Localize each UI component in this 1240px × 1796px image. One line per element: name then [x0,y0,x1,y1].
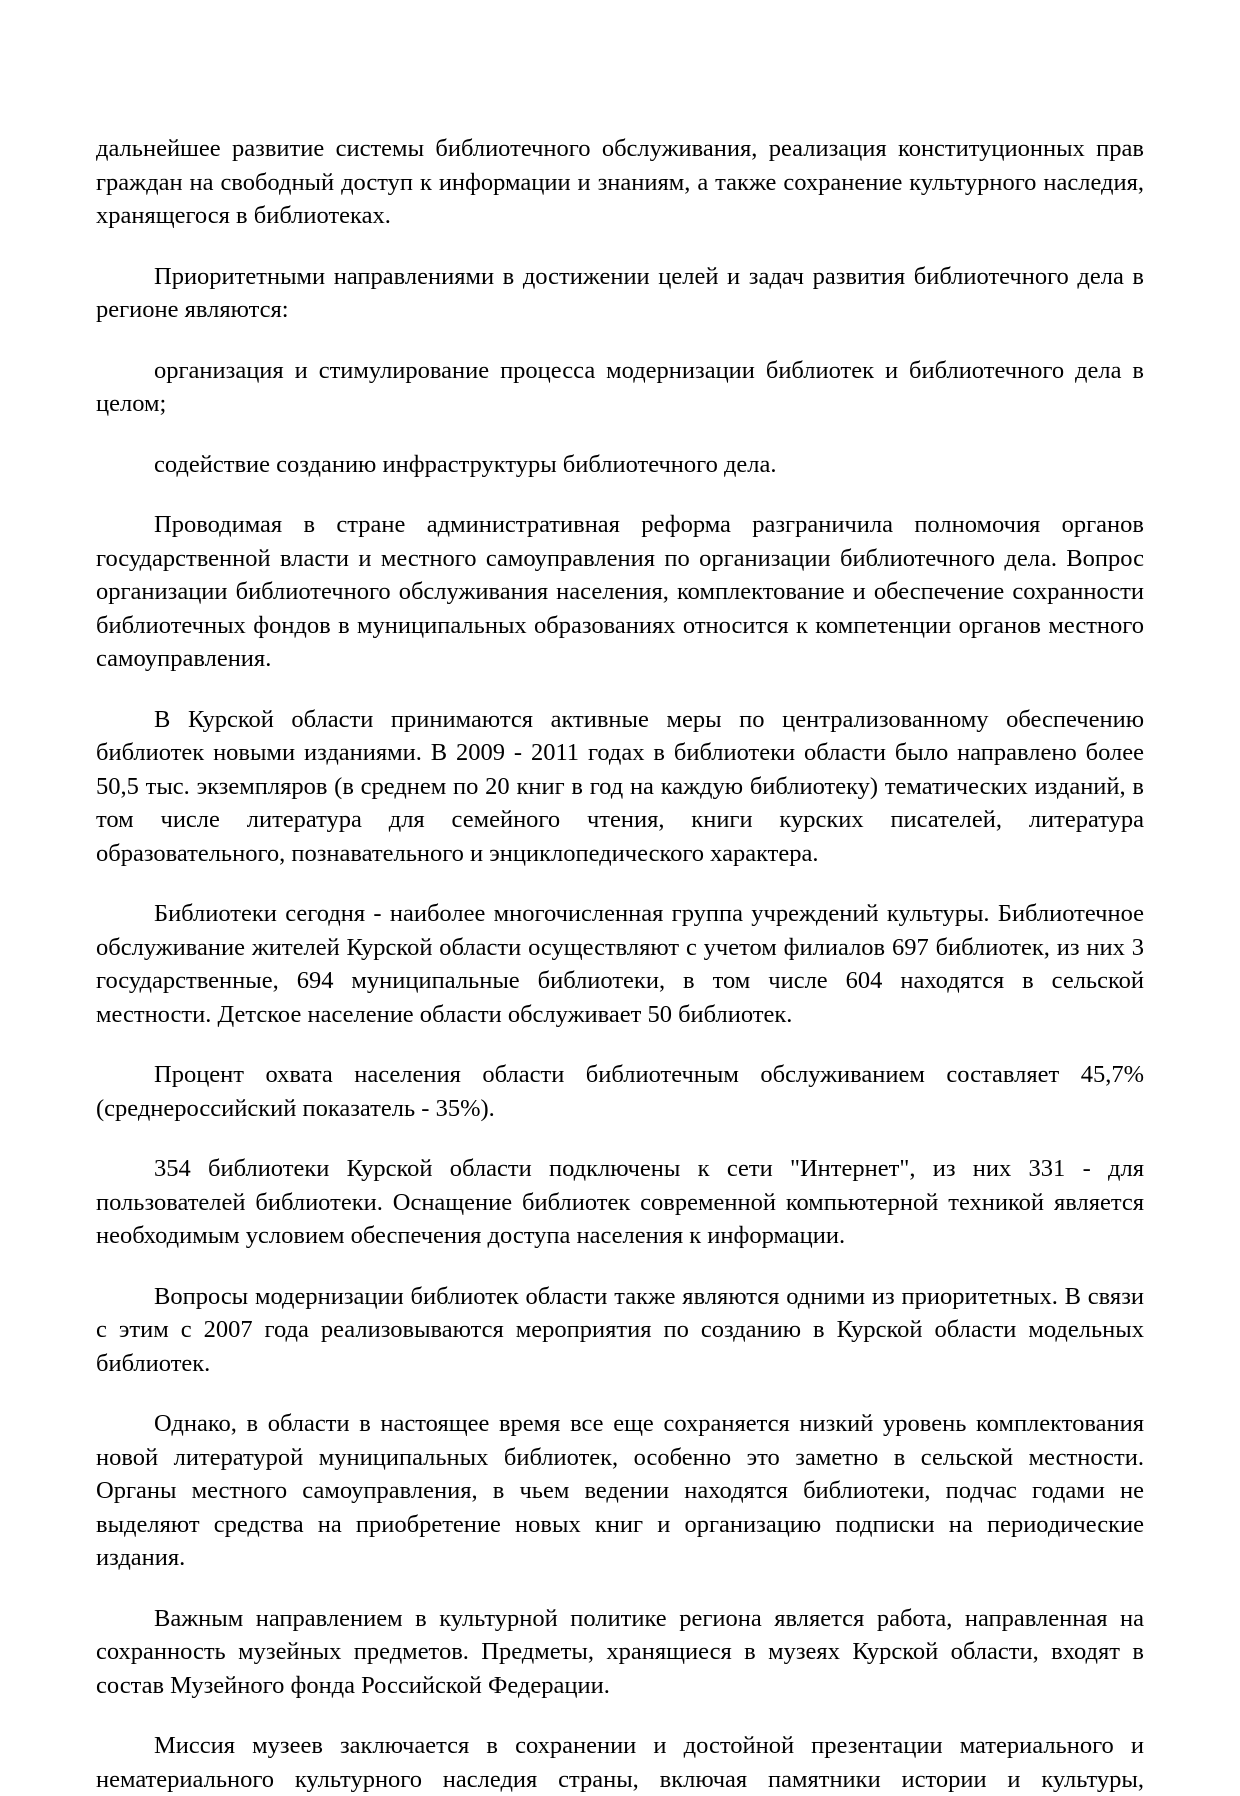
paragraph-8: Процент охвата населения области библиотечным обслуживанием составляет 45,7% (среднероссийский показатель - 35%). [96,1061,1144,1122]
document-text-body [96,132,1144,1796]
paragraph-3: организация и стимулирование процесса модернизации библиотек и библиотечного дела в целом; [96,356,1144,417]
paragraph-12: Важным направлением в культурной политике региона является работа, направленная на сохранность музейных предметов. Предметы, хранящиеся в музеях Курской области, входят в состав Музейного фонда Российской Федерации. [96,1604,1144,1699]
paragraph-6: В Курской области принимаются активные меры по централизованному обеспечению библиотек новыми изданиями. В 2009 - 2011 годах в библиотеки области было направлено более 50,5 тыс. экземпляров (в среднем по 20 книг в год на каждую библиотеку) тематических изданий, в том числе литература для семейного чтения, книги курских писателей, литература образовательного, познавательного и энциклопедического характера. [96,705,1144,867]
paragraph-5: Проводимая в стране административная реформа разграничила полномочия органов государственной власти и местного самоуправления по организации библиотечного дела. Вопрос организации библиотечного обслуживания населения, комплектование и обеспечение сохранности библиотечных фондов в муниципальных образованиях относится к компетенции органов местного самоуправления. [96,511,1144,672]
paragraph-2: Приоритетными направлениями в достижении целей и задач развития библиотечного дела в регионе являются: [96,262,1144,323]
paragraph-1: дальнейшее развитие системы библиотечного обслуживания, реализация конституционных прав граждан на свободный доступ к информации и знаниям, а также сохранение культурного наследия, хранящегося в библиотеках. [96,135,1144,229]
paragraph-7: Библиотеки сегодня - наиболее многочисленная группа учреждений культуры. Библиотечное обслуживание жителей Курской области осуществляют с учетом филиалов 697 библиотек, из них 3 государственные, 694 муниципальные библиотеки, в том числе 604 находятся в сельской местности. Детское население области обслуживает 50 библиотек. [96,900,1144,1028]
paragraph-11: Однако, в области в настоящее время все еще сохраняется низкий уровень комплектования новой литературой муниципальных библиотек, особенно это заметно в сельской местности. Органы местного самоуправления, в чьем ведении находятся библиотеки, подчас годами не выделяют средства на приобретение новых книг и организацию подписки на периодические издания. [96,1410,1144,1571]
paragraph-13: Миссия музеев заключается в сохранении и достойной презентации материального и нематериального культурного наследия страны, включая памятники истории и культуры, [96,1732,1144,1793]
paragraph-9: 354 библиотеки Курской области подключены к сети "Интернет", из них 331 - для пользователей библиотеки. Оснащение библиотек современной компьютерной техникой является необходимым условием обеспечения доступа населения к информации. [96,1155,1144,1249]
paragraph-10: Вопросы модернизации библиотек области также являются одними из приоритетных. В связи с этим с 2007 года реализовываются мероприятия по созданию в Курской области модельных библиотек. [96,1282,1144,1377]
paragraph-4: содействие созданию инфраструктуры библиотечного дела. [154,450,777,478]
